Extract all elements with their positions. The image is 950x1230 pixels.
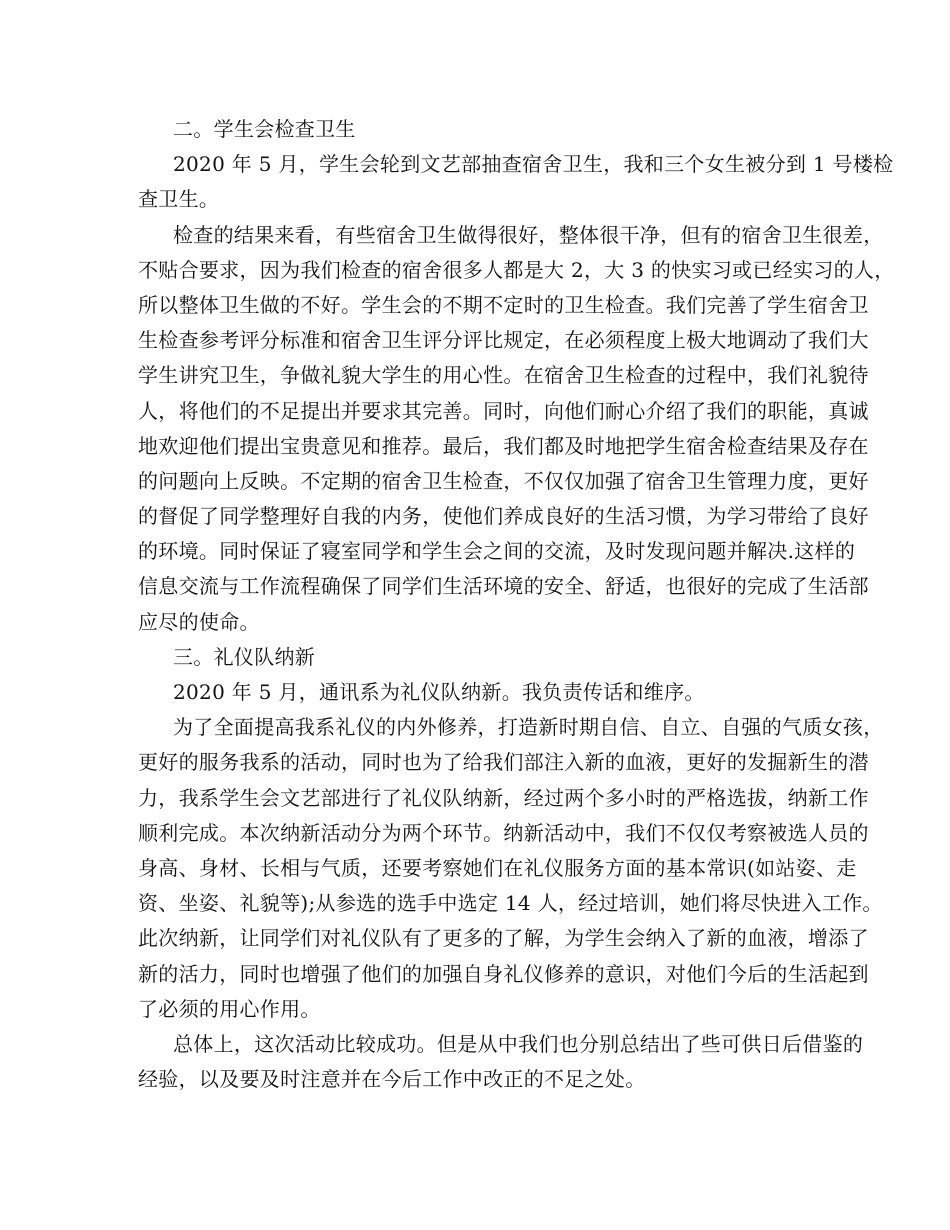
text-line: 的环境。同时保证了寝室同学和学生会之间的交流，及时发现问题并解决.这样的 (138, 539, 856, 564)
text-line: 了必须的用心作用。 (138, 996, 321, 1021)
text-line: 为了全面提高我系礼仪的内外修养，打造新时期自信、自立、自强的气质女孩， (173, 715, 884, 740)
text-line: 顺利完成。本次纳新活动分为两个环节。纳新活动中，我们不仅仅考察被选人员的 (138, 820, 869, 845)
text-line: 所以整体卫生做的不好。学生会的不期不定时的卫生检查。我们完善了学生宿舍卫 (138, 292, 869, 317)
text-line: 生检查参考评分标准和宿舍卫生评分评比规定，在必须程度上极大地调动了我们大 (138, 328, 869, 353)
paragraph-s2-p2 (138, 218, 895, 640)
text-line: 新的活力，同时也增强了他们的加强自身礼仪修养的意识，对他们今后的生活起到 (138, 961, 869, 986)
text-line: 资、坐姿、礼貌等);从参选的选手中选定 14 人，经过培训，她们将尽快进入工作。 (138, 891, 883, 916)
text-line: 力，我系学生会文艺部进行了礼仪队纳新，经过两个多小时的严格选拔，纳新工作 (138, 785, 869, 810)
text-line: 2020 年 5 月，学生会轮到文艺部抽查宿舍卫生，我和三个女生被分到 1 号楼检 (173, 152, 894, 177)
text-line: 的督促了同学整理好自我的内务，使他们养成良好的生活习惯，为学习带给了良好 (138, 504, 869, 529)
text-line: 查卫生。 (138, 187, 220, 212)
text-line: 信息交流与工作流程确保了同学们生活环境的安全、舒适，也很好的完成了生活部 (138, 574, 869, 599)
text-line: 经验，以及要及时注意并在今后工作中改正的不足之处。 (138, 1067, 646, 1092)
text-line: 人，将他们的不足提出并要求其完善。同时，向他们耐心介绍了我们的职能，真诚 (138, 398, 869, 423)
text-line: 检查的结果来看，有些宿舍卫生做得很好，整体很干净，但有的宿舍卫生很差， (173, 222, 884, 247)
text-line: 学生讲究卫生，争做礼貌大学生的用心性。在宿舍卫生检查的过程中，我们礼貌待 (138, 363, 869, 388)
section-heading-3: 三。礼仪队纳新 (173, 644, 316, 669)
text-line: 地欢迎他们提出宝贵意见和推荐。最后，我们都及时地把学生宿舍检查结果及存在 (138, 433, 869, 458)
text-line: 更好的服务我系的活动，同时也为了给我们部注入新的血液，更好的发掘新生的潜 (138, 750, 869, 775)
paragraph-s3-p1 (138, 675, 815, 710)
text-line: 此次纳新，让同学们对礼仪队有了更多的了解，为学生会纳入了新的血液，增添了 (138, 926, 869, 951)
text-line: 总体上，这次活动比较成功。但是从中我们也分别总结出了些可供日后借鉴的 (173, 1031, 864, 1056)
paragraph-s2-p1 (138, 147, 894, 217)
text-line: 的问题向上反映。不定期的宿舍卫生检查，不仅仅加强了宿舍卫生管理力度，更好 (138, 468, 869, 493)
text-line: 身高、身材、长相与气质，还要考察她们在礼仪服务方面的基本常识(如站姿、走 (138, 855, 857, 880)
paragraph-s3-p3 (138, 1027, 864, 1097)
text-line: 不贴合要求，因为我们检查的宿舍很多人都是大 2，大 3 的快实习或已经实习的人， (138, 257, 895, 282)
text-line: 2020 年 5 月，通讯系为礼仪队纳新。我负责传话和维序。 (173, 680, 705, 704)
text-line: 应尽的使命。 (138, 609, 260, 634)
paragraph-s3-p2 (138, 710, 884, 1027)
section-heading-2: 二。学生会检查卫生 (173, 117, 356, 141)
document-page (138, 112, 895, 1097)
